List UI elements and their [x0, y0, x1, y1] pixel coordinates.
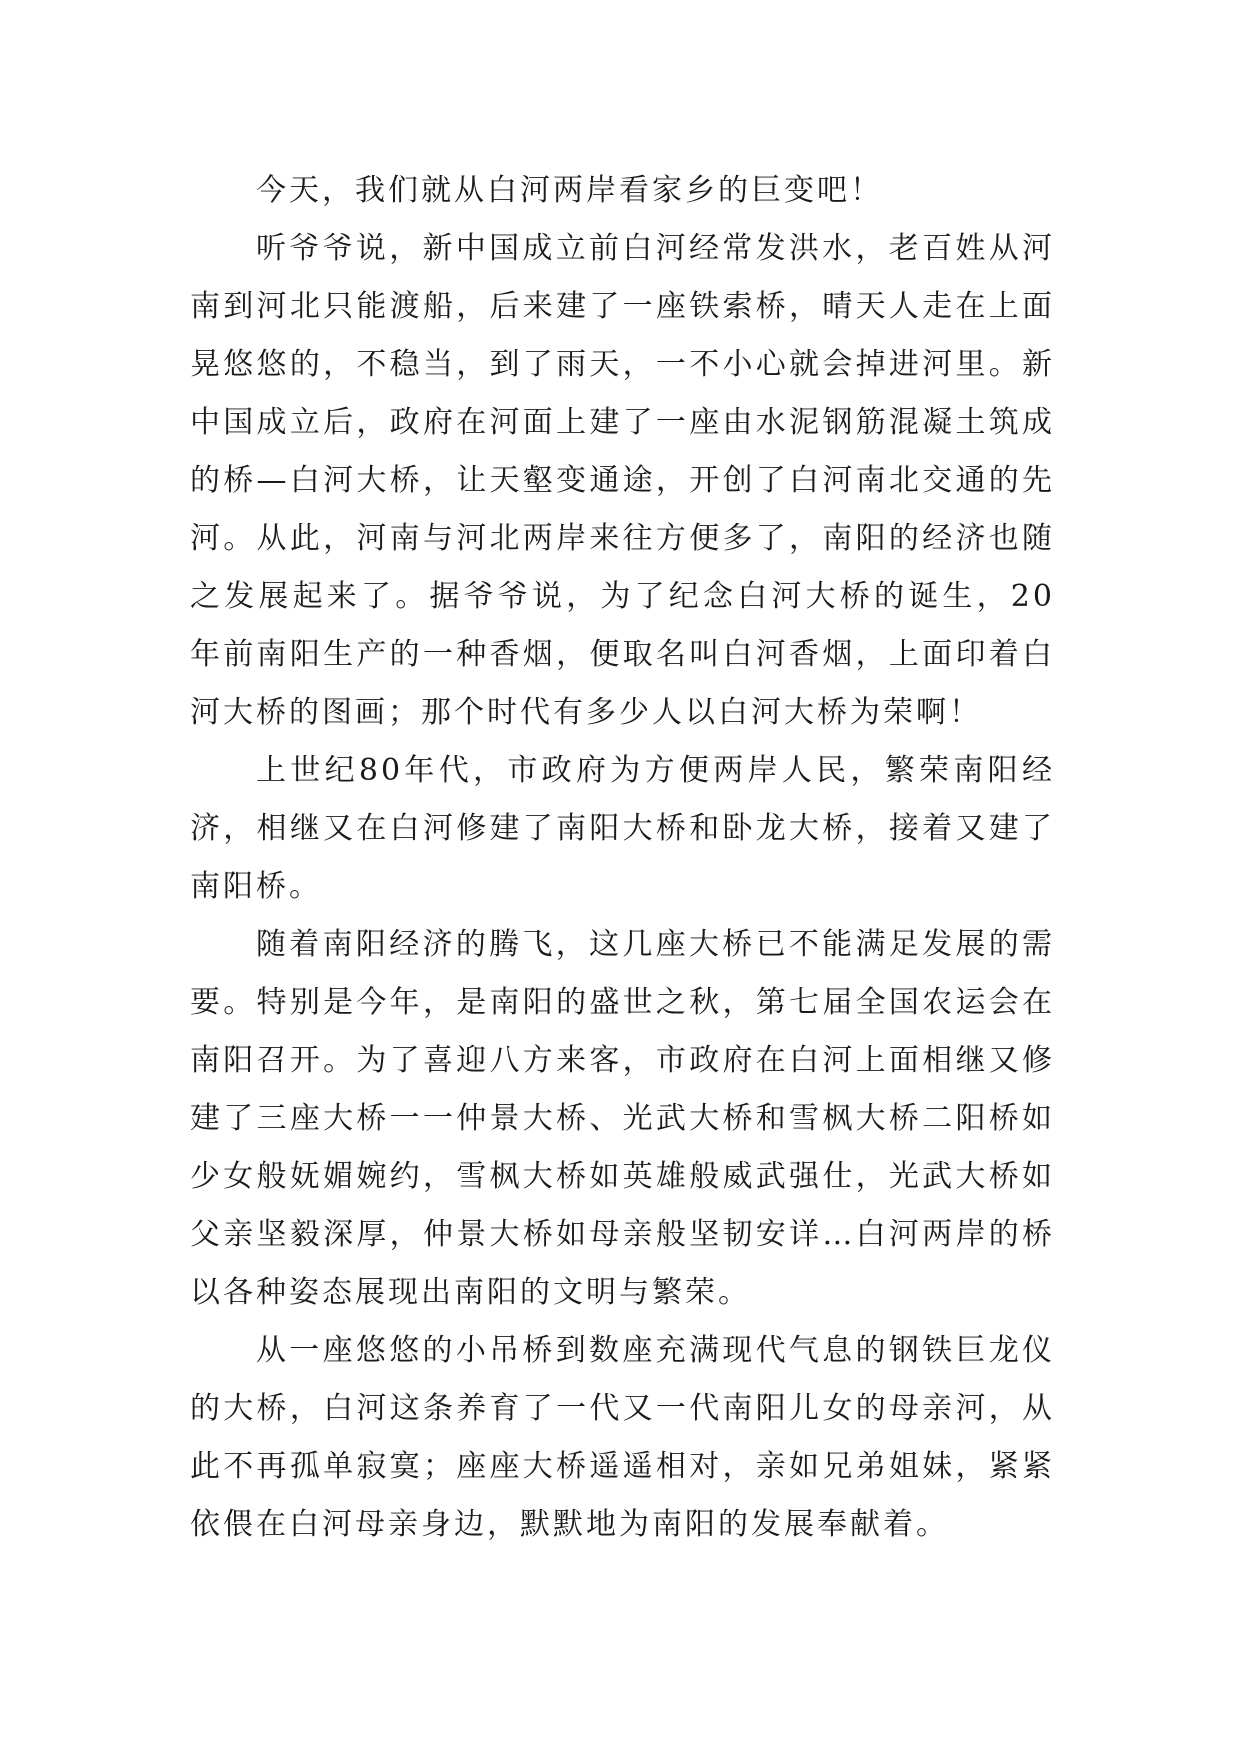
- paragraph-2: 听爷爷说，新中国成立前白河经常发洪水，老百姓从河南到河北只能渡船，后来建了一座铁索桥，晴天人走在上面晃悠悠的，不稳当，到了雨天，一不小心就会掉进河里。新中国成立后，政府在河面上建了一座由水泥钢筋混凝土筑成的桥—白河大桥，让天壑变通途，开创了白河南北交通的先河。从此，河南与河北两岸来往方便多了，南阳的经济也随之发展起来了。据爷爷说，为了纪念白河大桥的诞生，20年前南阳生产的一种香烟，便取名叫白河香烟，上面印着白河大桥的图画；那个时代有多少人以白河大桥为荣啊！: [190, 231, 1055, 730]
- document-body: [190, 162, 1055, 1554]
- paragraph-5: 从一座悠悠的小吊桥到数座充满现代气息的钢铁巨龙仪的大桥，白河这条养育了一代又一代南阳儿女的母亲河，从此不再孤单寂寞；座座大桥遥遥相对，亲如兄弟姐妹，紧紧依偎在白河母亲身边，默默地为南阳的发展奉献着。: [190, 1333, 1055, 1542]
- paragraph-3: 上世纪80年代，市政府为方便两岸人民，繁荣南阳经济，相继又在白河修建了南阳大桥和卧龙大桥，接着又建了南阳桥。: [190, 753, 1055, 904]
- paragraph-1: 今天，我们就从白河两岸看家乡的巨变吧！: [256, 173, 883, 208]
- paragraph-4: 随着南阳经济的腾飞，这几座大桥已不能满足发展的需要。特别是今年，是南阳的盛世之秋，第七届全国农运会在南阳召开。为了喜迎八方来客，市政府在白河上面相继又修建了三座大桥一一仲景大桥、光武大桥和雪枫大桥二阳桥如少女般妩媚婉约，雪枫大桥如英雄般威武强仕，光武大桥如父亲坚毅深厚，仲景大桥如母亲般坚韧安详…白河两岸的桥以各种姿态展现出南阳的文明与繁荣。: [190, 927, 1055, 1310]
